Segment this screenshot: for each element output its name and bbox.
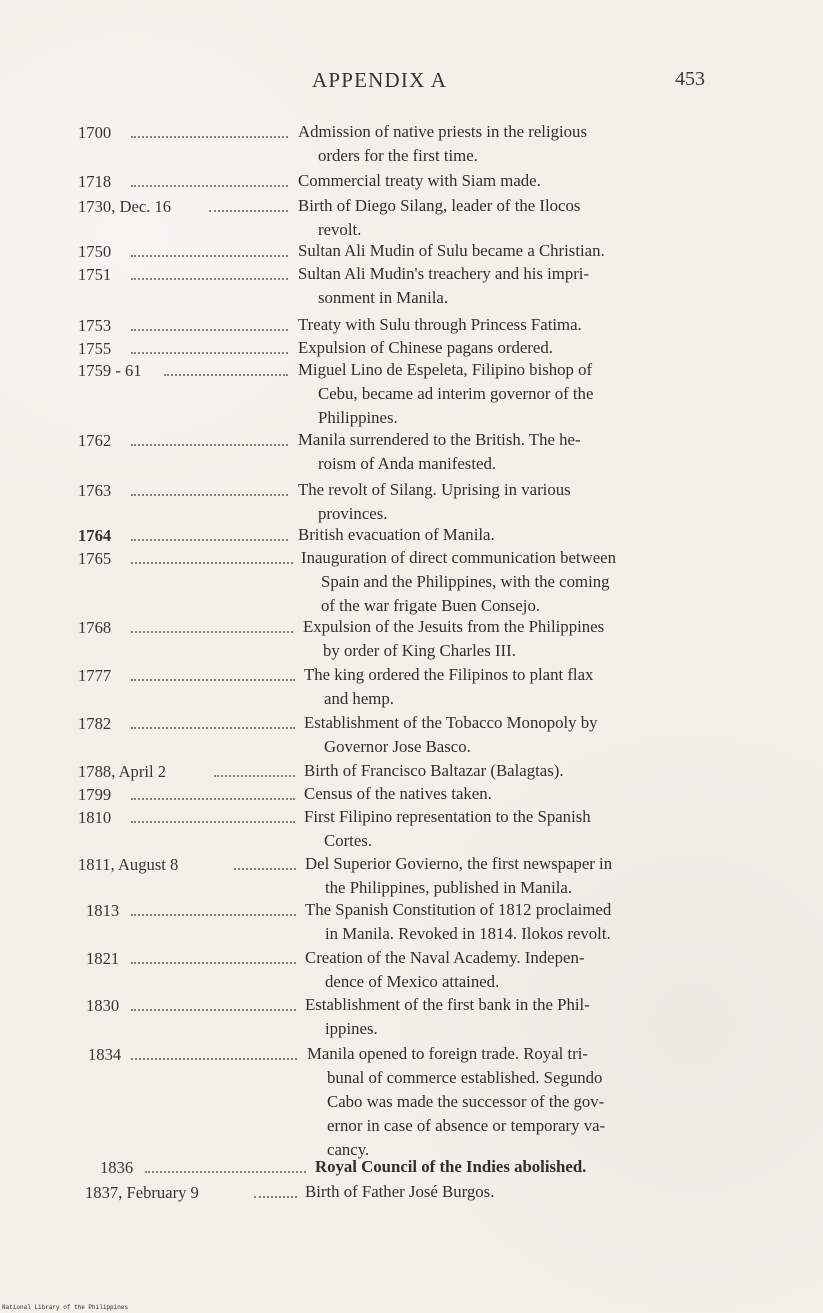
- description-line: Establishment of the first bank in the Phil-: [305, 995, 590, 1014]
- footer-library-credit: National Library of the Philippines: [2, 1304, 129, 1311]
- description-line: Treaty with Sulu through Princess Fatima.: [298, 315, 582, 334]
- dot-leader: [131, 128, 288, 138]
- date-text: 1777: [78, 666, 112, 685]
- timeline-entry: [0, 852, 823, 902]
- date-text: 1753: [78, 316, 112, 335]
- entry-date: [78, 615, 111, 640]
- dot-leader: [131, 177, 288, 187]
- timeline-entry: [0, 663, 823, 713]
- description-line: Admission of native priests in the religious: [298, 122, 587, 141]
- timeline-entry: [0, 428, 823, 478]
- description-line: Cebu, became ad interim governor of the: [318, 384, 594, 403]
- description-line: Birth of Father José Burgos.: [305, 1182, 495, 1201]
- entry-date: [86, 993, 119, 1018]
- date-text: 1810: [78, 808, 112, 827]
- entry-date: [78, 262, 111, 287]
- entry-date: [78, 313, 111, 338]
- description-line: Census of the natives taken.: [304, 784, 492, 803]
- dot-leader: [131, 1001, 296, 1011]
- timeline-entry: [0, 1042, 823, 1159]
- description-line: the Philippines, published in Manila.: [325, 878, 573, 897]
- entry-date: [85, 1180, 199, 1205]
- description-line: Del Superior Govierno, the first newspaper in: [305, 854, 613, 873]
- description-line: Expulsion of Chinese pagans ordered.: [298, 338, 553, 357]
- page-number: 453: [675, 68, 705, 90]
- date-text: 1799: [78, 785, 112, 804]
- dot-leader: [131, 486, 288, 496]
- dot-leader: [131, 813, 295, 823]
- description-line: and hemp.: [324, 689, 394, 708]
- dot-leader: [131, 954, 296, 964]
- timeline-entry: [0, 546, 823, 615]
- entry-date: [78, 478, 111, 503]
- date-text: 1718: [78, 172, 112, 191]
- description-line: Birth of Diego Silang, leader of the Ilocos: [298, 196, 581, 215]
- description-line: Inauguration of direct communication between: [301, 548, 617, 567]
- dot-leader: [254, 1188, 297, 1198]
- entry-date: [100, 1155, 133, 1180]
- description-line: Expulsion of the Jesuits from the Philippines: [303, 617, 605, 636]
- description-line: Manila surrendered to the British. The he-: [298, 430, 581, 449]
- timeline-entry: [0, 262, 823, 312]
- entry-date: [78, 852, 178, 877]
- dot-leader: [131, 554, 293, 564]
- date-text: 1834: [88, 1045, 122, 1064]
- description-line: orders for the first time.: [318, 146, 478, 165]
- timeline-entry: [0, 1180, 823, 1230]
- entry-date: [78, 663, 111, 688]
- timeline-entry: [0, 120, 823, 170]
- description-line: The king ordered the Filipinos to plant flax: [304, 665, 594, 684]
- entry-date: [78, 194, 171, 219]
- entry-date: [88, 1042, 121, 1067]
- entry-date: [78, 523, 111, 548]
- entry-date: [78, 120, 111, 145]
- entry-date: [78, 782, 111, 807]
- description-line: Governor Jose Basco.: [324, 737, 471, 756]
- entry-date: [78, 358, 142, 383]
- date-text: 1782: [78, 714, 112, 733]
- date-text: 1830: [86, 996, 120, 1015]
- dot-leader: [131, 270, 288, 280]
- description-line: Establishment of the Tobacco Monopoly by: [304, 713, 598, 732]
- dot-leader: [131, 1050, 297, 1060]
- description-line: Creation of the Naval Academy. Indepen-: [305, 948, 585, 967]
- dot-leader: [164, 366, 288, 376]
- description-line: ernor in case of absence or temporary va-: [327, 1116, 606, 1135]
- description-line: bunal of commerce established. Segundo: [327, 1068, 603, 1087]
- description-line: of the war frigate Buen Consejo.: [321, 596, 541, 615]
- date-text: 1788, April 2: [78, 762, 167, 781]
- date-text: 1730, Dec. 16: [78, 197, 172, 216]
- timeline-entry: [0, 805, 823, 855]
- description-line: provinces.: [318, 504, 388, 523]
- description-line: Commercial treaty with Siam made.: [298, 171, 541, 190]
- date-text: 1837, February 9: [85, 1183, 199, 1202]
- timeline-entry: [0, 946, 823, 996]
- description-line: roism of Anda manifested.: [318, 454, 497, 473]
- entry-date: [78, 169, 111, 194]
- dot-leader: [131, 671, 295, 681]
- description-line: ippines.: [325, 1019, 378, 1038]
- date-text: 1765: [78, 549, 112, 568]
- description-line: cancy.: [327, 1140, 370, 1159]
- description-line: Spain and the Philippines, with the coming: [321, 572, 610, 591]
- description-line: Cabo was made the successor of the gov-: [327, 1092, 605, 1111]
- description-line: First Filipino representation to the Spanish: [304, 807, 591, 826]
- dot-leader: [214, 767, 295, 777]
- description-line: in Manila. Revoked in 1814. Ilokos revolt.: [325, 924, 611, 943]
- date-text: 1836: [100, 1158, 134, 1177]
- description-line: Royal Council of the Indies abolished.: [315, 1157, 587, 1176]
- date-text: 1751: [78, 265, 112, 284]
- entry-date: [78, 711, 111, 736]
- description-line: by order of King Charles III.: [323, 641, 516, 660]
- dot-leader: [234, 860, 296, 870]
- dot-leader: [131, 247, 288, 257]
- date-text: 1811, August 8: [78, 855, 179, 874]
- description-line: Manila opened to foreign trade. Royal tri-: [307, 1044, 588, 1063]
- page-title: APPENDIX A: [312, 68, 448, 92]
- timeline-entry: [0, 898, 823, 948]
- description-line: Sultan Ali Mudin's treachery and his impri-: [298, 264, 590, 283]
- description-line: Cortes.: [324, 831, 373, 850]
- description-line: Sultan Ali Mudin of Sulu became a Christian.: [298, 241, 605, 260]
- entry-date: [78, 805, 111, 830]
- timeline-entry: [0, 478, 823, 528]
- description-line: The revolt of Silang. Uprising in various: [298, 480, 571, 499]
- description-line: The Spanish Constitution of 1812 proclaimed: [305, 900, 612, 919]
- date-text: 1759 - 61: [78, 361, 142, 380]
- date-text: 1762: [78, 431, 112, 450]
- date-text: 1755: [78, 339, 112, 358]
- dot-leader: [131, 719, 295, 729]
- entry-date: [86, 898, 119, 923]
- date-text: 1763: [78, 481, 112, 500]
- dot-leader: [131, 321, 288, 331]
- description-line: dence of Mexico attained.: [325, 972, 500, 991]
- description-line: British evacuation of Manila.: [298, 525, 495, 544]
- entry-date: [86, 946, 119, 971]
- entry-date: [78, 428, 111, 453]
- dot-leader: [131, 790, 295, 800]
- timeline-entry: [0, 711, 823, 761]
- entry-date: [78, 759, 166, 784]
- dot-leader: [131, 623, 293, 633]
- description-line: sonment in Manila.: [318, 288, 449, 307]
- description-line: Miguel Lino de Espeleta, Filipino bishop of: [298, 360, 593, 379]
- timeline-entry: [0, 194, 823, 244]
- entry-date: [78, 239, 111, 264]
- date-text: 1764: [78, 526, 112, 545]
- dot-leader: [209, 202, 288, 212]
- description-line: revolt.: [318, 220, 362, 239]
- timeline-entry: [0, 615, 823, 665]
- dot-leader: [145, 1163, 306, 1173]
- date-text: 1768: [78, 618, 112, 637]
- date-text: 1750: [78, 242, 112, 261]
- date-text: 1821: [86, 949, 120, 968]
- description-line: Philippines.: [318, 408, 398, 427]
- date-text: 1813: [86, 901, 120, 920]
- dot-leader: [131, 531, 288, 541]
- dot-leader: [131, 906, 296, 916]
- dot-leader: [131, 436, 288, 446]
- timeline-entry: [0, 993, 823, 1043]
- dot-leader: [131, 344, 288, 354]
- date-text: 1700: [78, 123, 112, 142]
- entry-date: [78, 546, 111, 571]
- description-line: Birth of Francisco Baltazar (Balagtas).: [304, 761, 564, 780]
- timeline-entry: [0, 358, 823, 427]
